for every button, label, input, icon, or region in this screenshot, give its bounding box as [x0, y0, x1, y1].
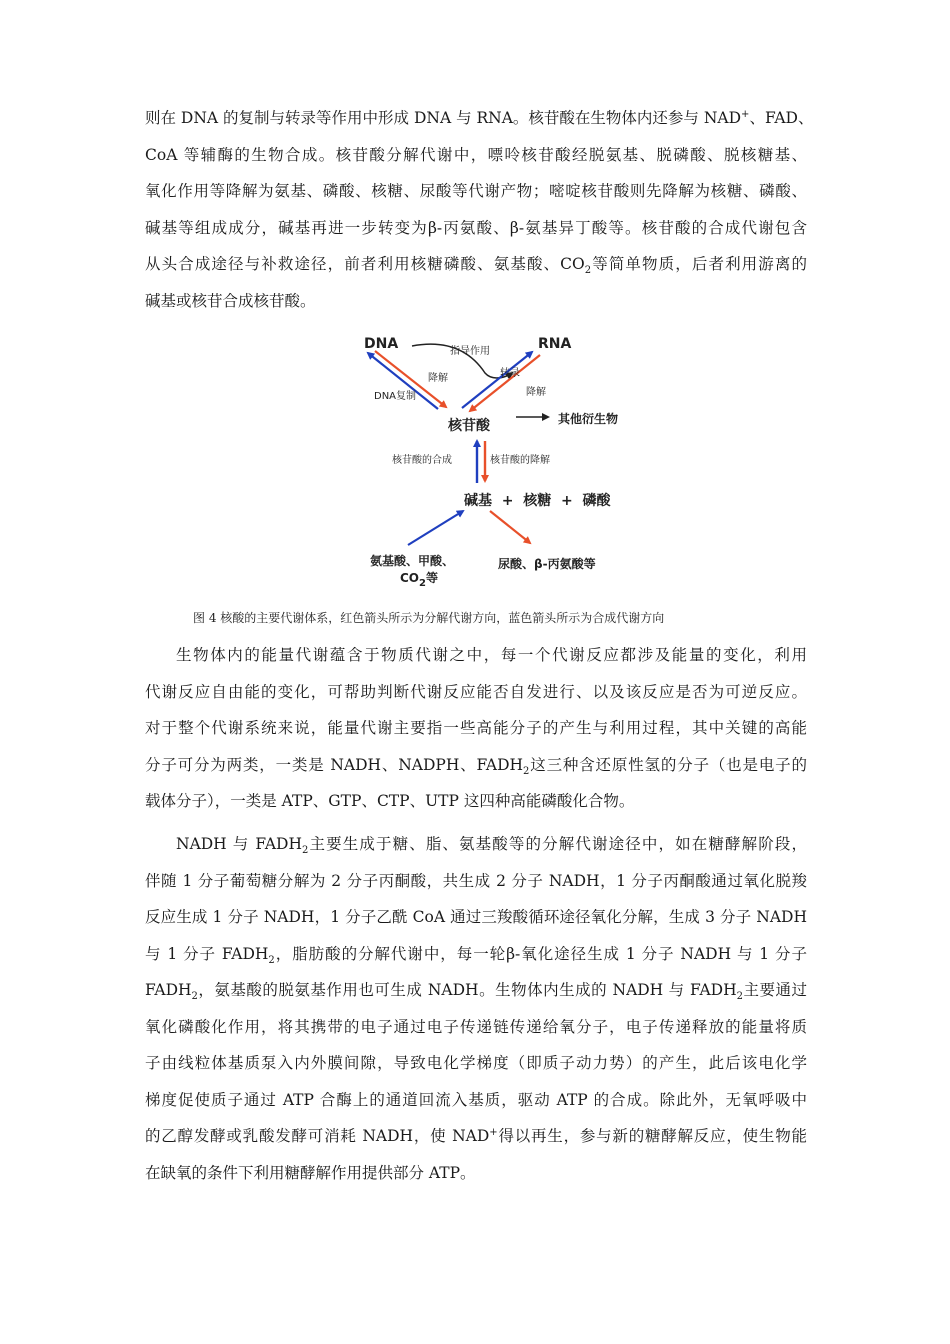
transcription-label: 转录: [500, 368, 520, 379]
text-line: 氧化磷酸化作用，将其携带的电子通过电子传递链传递给氧分子，电子传递释放的能量将质: [145, 1017, 807, 1036]
dna-replication-label: DNA复制: [374, 391, 417, 402]
products-label: 尿酸、β-丙氨酸等: [498, 557, 596, 571]
text-line: 碱基等组成成分，碱基再进一步转变为β-丙氨酸、β-氨基异丁酸等。核苷酸的合成代谢包含: [145, 218, 807, 237]
degrade-right-label: 降解: [526, 387, 546, 398]
degradation-label: 核苷酸的降解: [490, 455, 550, 466]
figure-nucleic-acid-metabolism: [360, 333, 630, 595]
transcription-arrow: [462, 352, 532, 408]
other-derivatives-label: 其他衍生物: [558, 412, 619, 426]
text-line: 碱基或核苷合成核苷酸。: [145, 291, 316, 310]
degrade-left-label: 降解: [428, 373, 448, 384]
text-line: 生物体内的能量代谢蕴含于物质代谢之中，每一个代谢反应都涉及能量的变化，利用: [176, 646, 807, 664]
text-line: $FADH_2$，氨基酸的脱氨基作用也可生成 NADH。生物体内生成的 NADH 与 $FADH_2$主要通过: [145, 981, 807, 1002]
text-line: CoA 等辅酶的生物合成。核苷酸分解代谢中，嘌呤核苷酸经脱氨基、脱磷酸、脱核糖基、: [145, 145, 807, 164]
text-line: 反应生成 1 分子 NADH，1 分子乙酰 CoA 通过三羧酸循环途径氧化分解，生成 3 分子 NADH: [145, 908, 807, 926]
text-line: NADH 与 $FADH_2$主要生成于糖、脂、氨基酸等的分解代谢途径中，如在糖酵解阶段，: [176, 835, 807, 856]
product-degradation-arrow: [490, 511, 530, 543]
guide-label: 指导作用: [450, 346, 490, 357]
precursors-label-line2: $CO_2$等: [400, 571, 438, 589]
components-label: 碱基 + 核糖 + 磷酸: [464, 493, 611, 509]
paragraph-nadh-fadh2: [145, 826, 807, 1191]
text-line: 载体分子），一类是 ATP、GTP、CTP、UTP 这四种高能磷酸化合物。: [145, 792, 635, 810]
text-line: 子由线粒体基质泵入内外膜间隙，导致电化学梯度（即质子动力势）的产生，此后该电化学: [145, 1054, 807, 1072]
text-line: 的乙醇发酵或乳酸发酵可消耗 NADH，使 NAD+得以再生，参与新的糖酵解反应，使生物能: [145, 1127, 807, 1145]
precursor-synthesis-arrow: [408, 511, 463, 545]
figure-caption: 图 4 核酸的主要代谢体系，红色箭头所示为分解代谢方向，蓝色箭头所示为合成代谢方向: [193, 611, 665, 625]
text-line: 则在 DNA 的复制与转录等作用中形成 DNA 与 RNA。核苷酸在生物体内还参与 NAD+、FAD、: [145, 109, 814, 127]
text-line: 伴随 1 分子葡萄糖分解为 2 分子丙酮酸，共生成 2 分子 NADH，1 分子丙酮酸通过氧化脱羧: [145, 871, 807, 890]
text-line: 从头合成途径与补救途径，前者利用核糖磷酸、氨基酸、$CO_2$等简单物质，后者利用游离的: [145, 255, 807, 276]
text-line: 与 1 分子 $FADH_2$，脂肪酸的分解代谢中，每一轮β-氧化途径生成 1 分子 NADH 与 1 分子: [145, 944, 807, 966]
dna-label: DNA: [364, 336, 399, 352]
nucleotide-label: 核苷酸: [448, 418, 490, 434]
synthesis-label: 核苷酸的合成: [392, 455, 452, 466]
paragraph-nucleotide-metabolism: [145, 100, 814, 319]
text-line: 氧化作用等降解为氨基、磷酸、核糖、尿酸等代谢产物；嘧啶核苷酸则先降解为核糖、磷酸、: [145, 182, 807, 200]
precursors-label-line1: 氨基酸、甲酸、: [370, 554, 455, 568]
text-line: 分子可分为两类，一类是 NADH、NADPH、$FADH_2$这三种含还原性氢的分子（也是电子的: [145, 755, 807, 777]
text-line: 在缺氧的条件下利用糖酵解作用提供部分 ATP。: [145, 1163, 476, 1182]
paragraph-energy-metabolism: [145, 637, 807, 820]
rna-label: RNA: [538, 336, 572, 352]
text-line: 梯度促使质子通过 ATP 合酶上的通道回流入基质，驱动 ATP 的合成。除此外，无氧呼吸中: [145, 1090, 807, 1109]
text-line: 代谢反应自由能的变化，可帮助判断代谢反应能否自发进行、以及该反应是否为可逆反应。: [145, 682, 807, 701]
text-line: 对于整个代谢系统来说，能量代谢主要指一些高能分子的产生与利用过程，其中关键的高能: [145, 719, 807, 737]
